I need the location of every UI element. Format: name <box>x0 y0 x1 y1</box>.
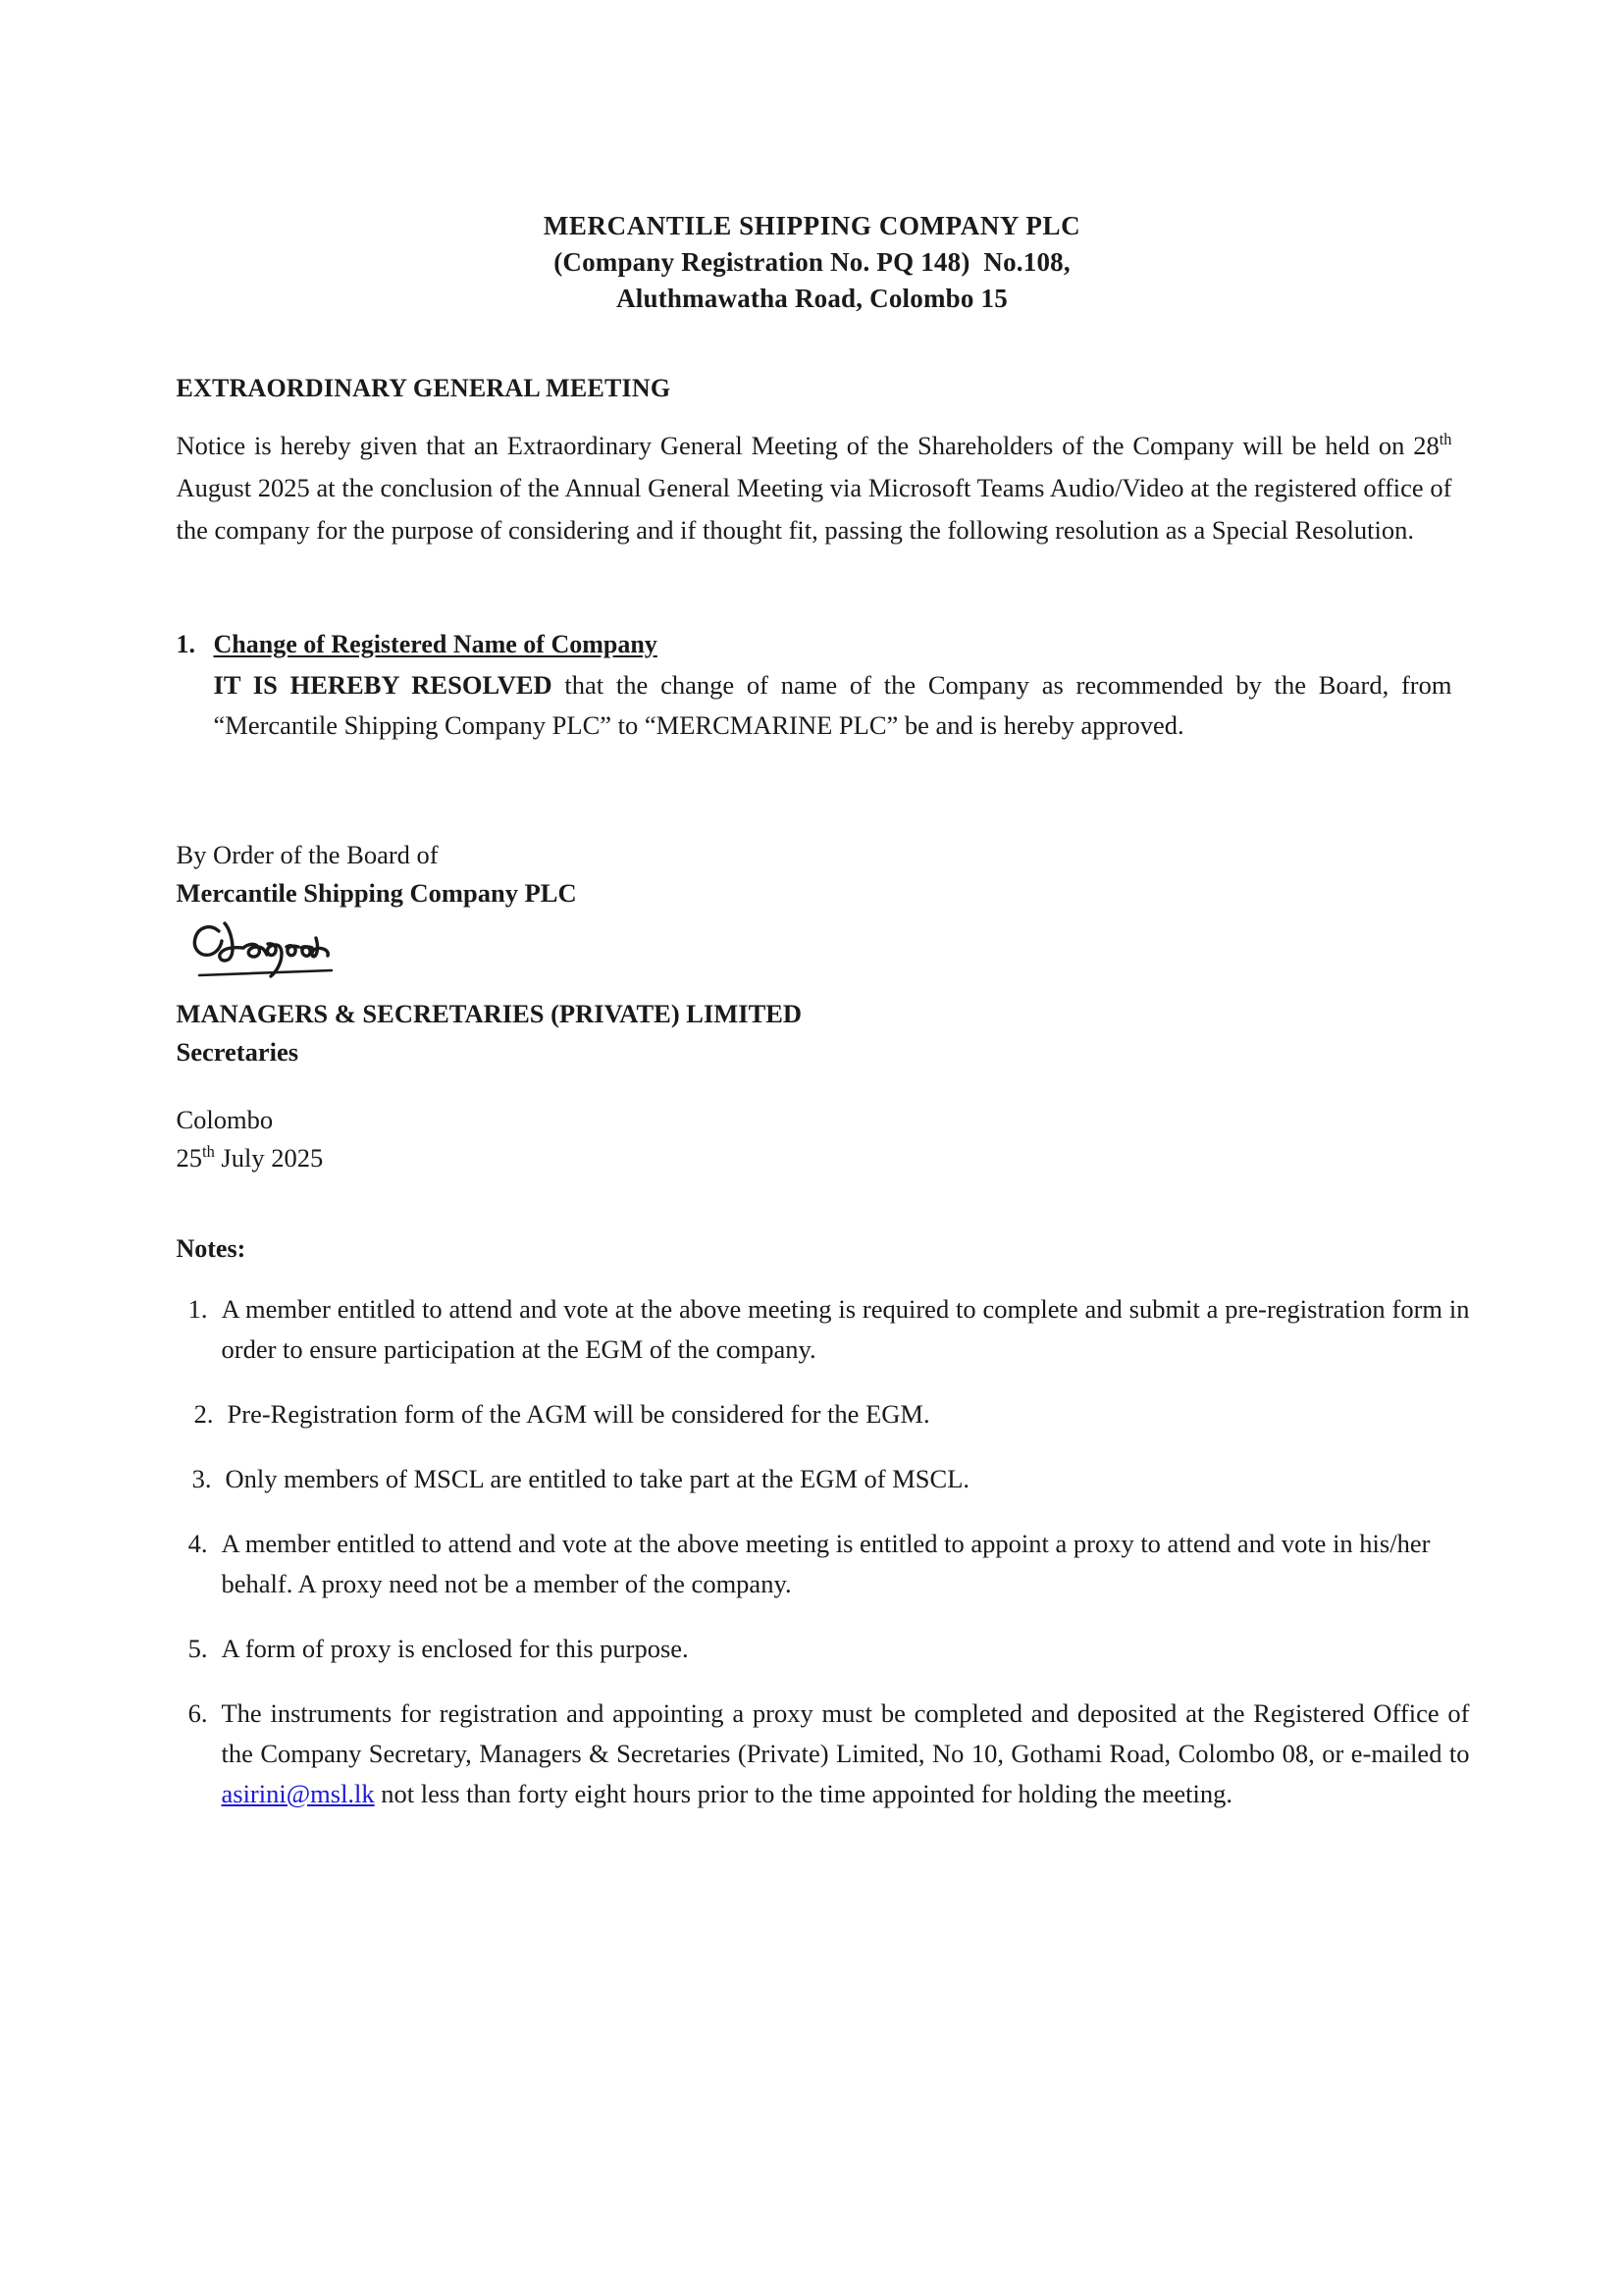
date-day: 25 <box>176 1143 202 1173</box>
company-name: MERCANTILE SHIPPING COMPANY PLC <box>543 211 1081 240</box>
document-body <box>155 374 1470 1814</box>
note-text: A form of proxy is enclosed for this purpose. <box>221 1634 689 1663</box>
notice-ordinal-suffix: th <box>1439 430 1452 449</box>
note-item <box>177 1524 1470 1604</box>
resolution-text <box>214 665 1452 746</box>
email-link[interactable]: asirini@msl.lk <box>221 1779 375 1808</box>
note-text: A member entitled to attend and vote at the above meeting is entitled to appoint a proxy to attend and vote in his/her behalf. A proxy need not be a member of the company. <box>221 1529 1431 1598</box>
note-text <box>222 1694 1470 1814</box>
note-item <box>177 1629 1470 1669</box>
note-number: 4. <box>187 1529 208 1558</box>
signature-image <box>186 916 363 983</box>
resolution-number: 1. <box>176 630 195 658</box>
resolution-item <box>177 626 1470 746</box>
resolution-content <box>214 626 1470 746</box>
resolution-lead: IT IS HEREBY RESOLVED <box>213 670 552 700</box>
note-text: Only members of MSCL are entitled to take part at the EGM of MSCL. <box>225 1464 970 1493</box>
signoff-company-name: Mercantile Shipping Company PLC <box>176 878 577 908</box>
note-text-before-link: The instruments for registration and appointing a proxy must be completed and deposited at the Registered Office of the Company Secretary, Managers & Secretaries (Private) Limited, No 10, Gothami Road, Colombo 08, or e-mailed to <box>221 1698 1470 1768</box>
signoff-block <box>177 836 1470 1177</box>
note-text-after-link: not less than forty eight hours prior to the time appointed for holding the meeting. <box>374 1779 1233 1808</box>
note-item <box>177 1459 1470 1499</box>
company-registration: (Company Registration No. PQ 148) No.108, <box>553 247 1071 277</box>
date <box>177 1139 1470 1177</box>
secretary-company: MANAGERS & SECRETARIES (PRIVATE) LIMITED <box>176 999 803 1028</box>
document-header <box>0 0 1624 317</box>
notes-list <box>177 1289 1470 1814</box>
note-item <box>177 1694 1470 1814</box>
note-item <box>177 1394 1470 1434</box>
by-order-line: By Order of the Board of <box>176 840 439 869</box>
note-number: 1. <box>187 1294 208 1324</box>
notice-text-part1: Notice is hereby given that an Extraordinary General Meeting of the Shareholders of the Company will be held on 28 <box>176 431 1440 460</box>
notice-paragraph <box>177 425 1452 551</box>
note-number: 6. <box>187 1698 208 1728</box>
resolution-heading: Change of Registered Name of Company <box>213 630 657 658</box>
secretary-role: Secretaries <box>176 1037 299 1067</box>
notes-title: Notes: <box>176 1234 246 1263</box>
page-title: EXTRAORDINARY GENERAL MEETING <box>176 374 671 402</box>
date-ordinal-suffix: th <box>202 1142 215 1162</box>
notice-text-part2: August 2025 at the conclusion of the Annual General Meeting via Microsoft Teams Audio/Video at the registered office of the company for the purpose of considering and if thought fit, passing the following resolution as a Special Resolution. <box>176 473 1452 545</box>
place-date-block <box>177 1101 1470 1177</box>
note-number: 3. <box>191 1464 212 1493</box>
secretary-block <box>177 995 1470 1071</box>
note-number: 5. <box>187 1634 208 1663</box>
place: Colombo <box>176 1105 274 1134</box>
date-rest: July 2025 <box>214 1143 324 1173</box>
note-text: A member entitled to attend and vote at the above meeting is required to complete and submit a pre-registration form in order to ensure participation at the EGM of the company. <box>221 1294 1470 1364</box>
company-address: Aluthmawatha Road, Colombo 15 <box>616 284 1008 313</box>
note-text: Pre-Registration form of the AGM will be considered for the EGM. <box>227 1399 930 1429</box>
resolution-body-text: that the change of name of the Company as recommended by the Board, from “Mercantile Shipping Company PLC” to “MERCMARINE PLC” be and is hereby approved. <box>213 670 1452 740</box>
note-item <box>177 1289 1470 1370</box>
note-number: 2. <box>193 1399 214 1429</box>
